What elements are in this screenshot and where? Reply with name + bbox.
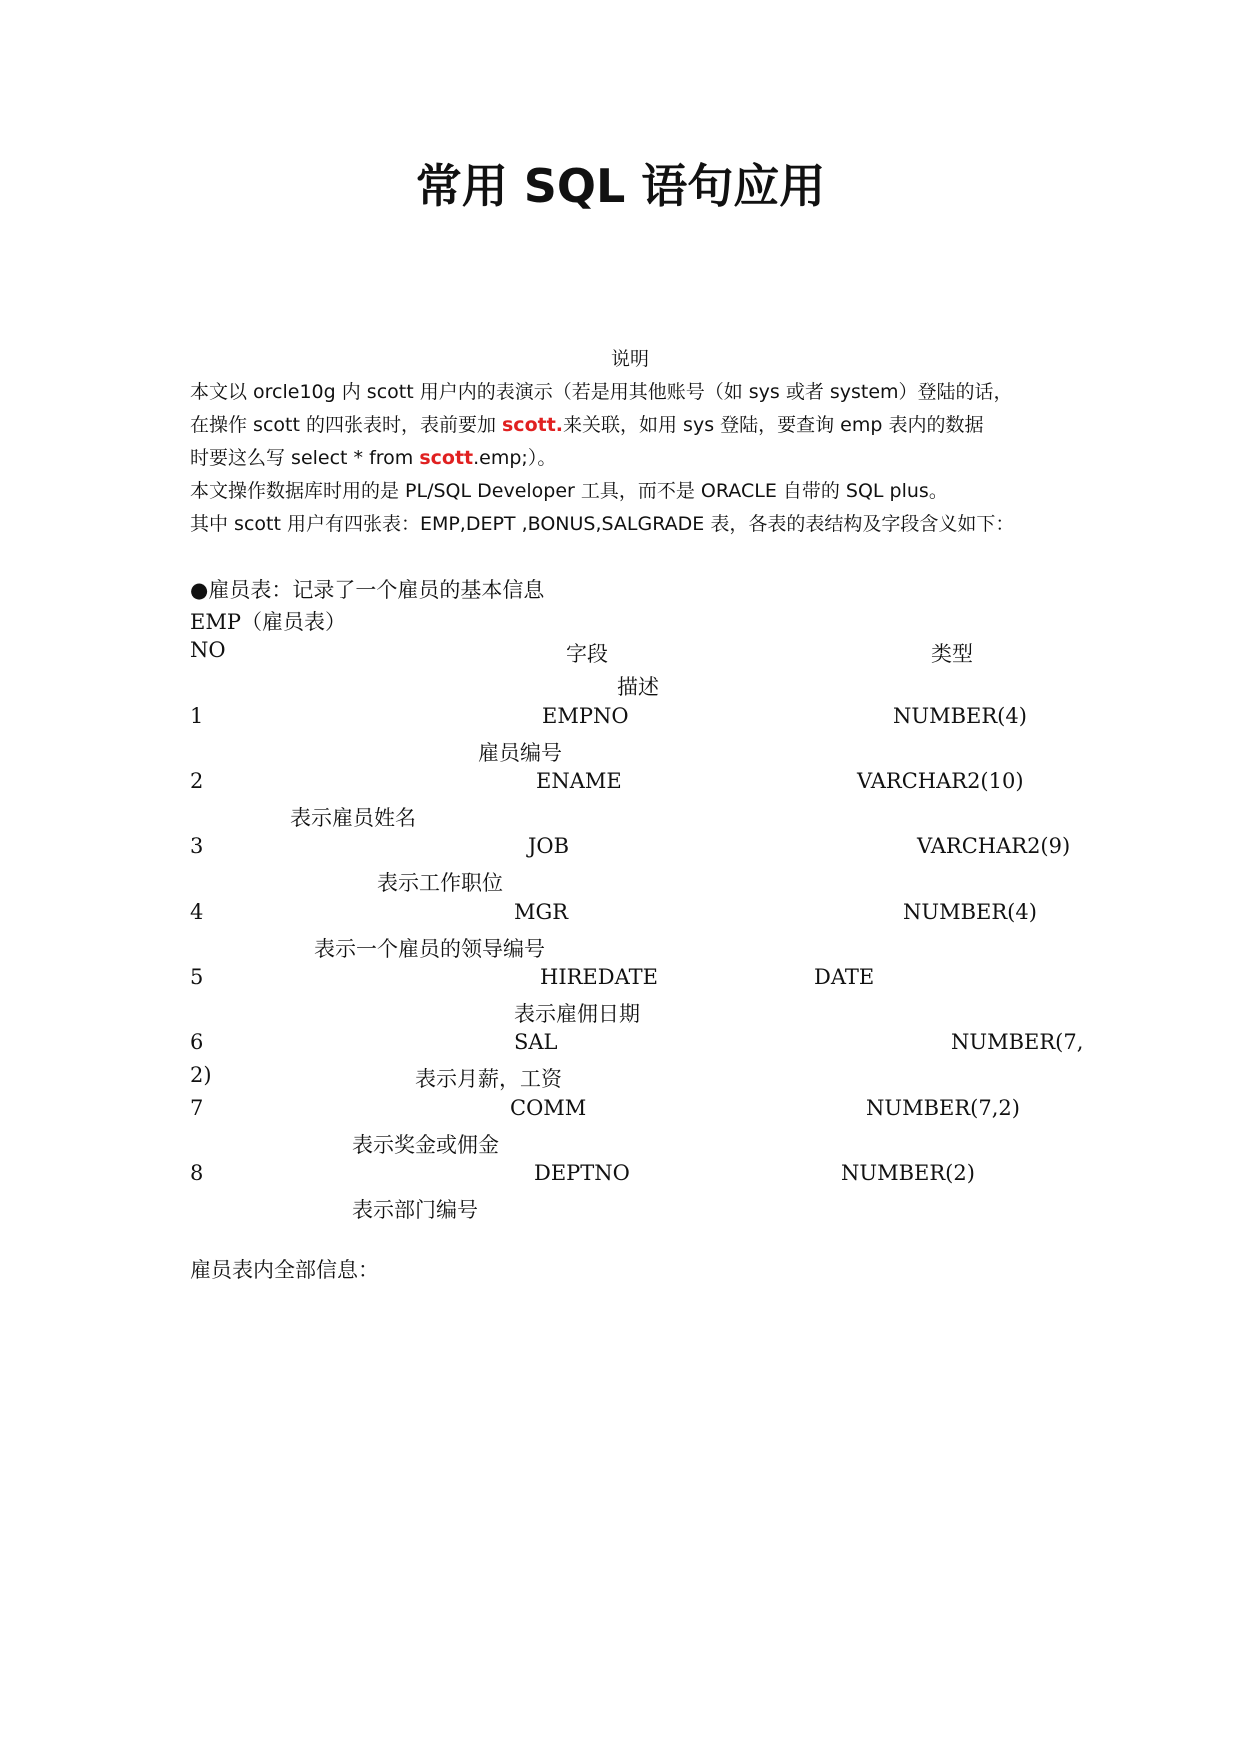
emp-table-name: EMP（雇员表） <box>190 610 346 634</box>
intro-heading: 说明 <box>610 348 649 370</box>
row-4-field: MGR <box>514 900 569 924</box>
row-1-desc: 雇员编号 <box>478 741 562 765</box>
intro-line-5: 其中 scott 用户有四张表：EMP,DEPT ,BONUS,SALGRADE 表，各表的表结构及字段含义如下： <box>190 513 1015 535</box>
row-5-field: HIREDATE <box>540 965 658 989</box>
row-1-field: EMPNO <box>542 704 629 728</box>
intro-line-4: 本文操作数据库时用的是 PL/SQL Developer 工具，而不是 ORACLE 自带的 SQL plus。 <box>190 480 948 502</box>
row-3-desc: 表示工作职位 <box>377 871 503 895</box>
intro-line-1: 本文以 orcle10g 内 scott 用户内的表演示（若是用其他账号（如 sys 或者 system）登陆的话， <box>190 381 1013 403</box>
header-desc: 描述 <box>617 675 659 699</box>
row-4-desc: 表示一个雇员的领导编号 <box>314 937 545 961</box>
row-7-field: COMM <box>510 1096 587 1120</box>
row-8-desc: 表示部门编号 <box>352 1198 478 1222</box>
row-3-field: JOB <box>528 834 570 858</box>
page-title: 常用 SQL 语句应用 <box>415 159 826 213</box>
row-4-no: 4 <box>190 900 204 924</box>
row-8-no: 8 <box>190 1161 204 1185</box>
row-5-no: 5 <box>190 965 204 989</box>
intro-line-3: 时要这么写 select * from scott.emp;）。 <box>190 447 557 469</box>
intro-line-2: 在操作 scott 的四张表时，表前要加 scott.来关联，如用 sys 登陆，要查询 emp 表内的数据 <box>190 414 984 436</box>
header-no: NO <box>190 638 226 662</box>
row-2-desc: 表示雇员姓名 <box>290 806 416 830</box>
row-7-no: 7 <box>190 1096 204 1120</box>
row-6-no: 6 <box>190 1030 204 1054</box>
emp-footer-text: 雇员表内全部信息： <box>190 1258 379 1282</box>
row-2-field: ENAME <box>536 769 622 793</box>
row-5-desc: 表示雇佣日期 <box>514 1002 640 1026</box>
scott-prefix-highlight: scott. <box>502 414 564 436</box>
emp-section-heading: ●雇员表：记录了一个雇员的基本信息 <box>190 578 545 602</box>
row-5-type: DATE <box>814 965 875 989</box>
row-6-type: NUMBER(7, <box>951 1030 1084 1054</box>
row-6-field: SAL <box>514 1030 558 1054</box>
scott-highlight: scott <box>419 447 474 469</box>
row-1-type: NUMBER(4) <box>893 704 1027 728</box>
row-7-type: NUMBER(7,2) <box>866 1096 1020 1120</box>
header-field: 字段 <box>566 642 608 666</box>
row-1-no: 1 <box>190 704 204 728</box>
row-8-type: NUMBER(2) <box>841 1161 975 1185</box>
row-6-desc: 表示月薪，工资 <box>415 1067 562 1091</box>
row-2-no: 2 <box>190 769 204 793</box>
row-3-no: 3 <box>190 834 204 858</box>
row-7-desc: 表示奖金或佣金 <box>352 1133 499 1157</box>
row-3-type: VARCHAR2(9) <box>917 834 1071 858</box>
row-2-type: VARCHAR2(10) <box>857 769 1024 793</box>
row-6-type-wrap: 2) <box>190 1063 212 1087</box>
header-type: 类型 <box>931 642 973 666</box>
row-8-field: DEPTNO <box>534 1161 630 1185</box>
row-4-type: NUMBER(4) <box>903 900 1037 924</box>
